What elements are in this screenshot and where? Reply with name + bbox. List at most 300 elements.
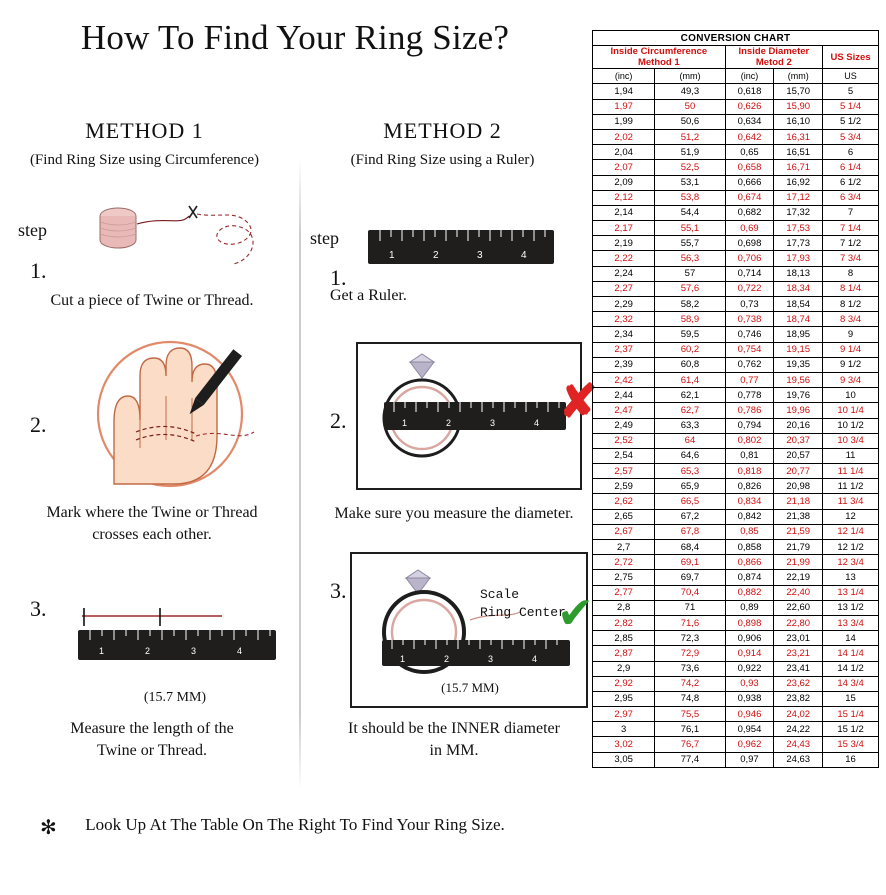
- cell-d_in: 0,618: [725, 84, 774, 99]
- scale-label-line2: Ring Center: [480, 604, 566, 620]
- cell-us: 10 1/2: [823, 418, 879, 433]
- cell-d_mm: 21,79: [774, 540, 823, 555]
- cell-d_in: 0,77: [725, 372, 774, 387]
- cell-d_mm: 23,41: [774, 661, 823, 676]
- cell-c_in: 2,95: [593, 691, 655, 706]
- page-title: How To Find Your Ring Size?: [80, 18, 510, 57]
- cell-c_mm: 76,7: [655, 737, 725, 752]
- table-row: [593, 251, 879, 266]
- cell-d_mm: 22,19: [774, 570, 823, 585]
- cell-us: 12: [823, 509, 879, 524]
- cell-d_in: 0,786: [725, 403, 774, 418]
- table-row: [593, 722, 879, 737]
- cell-d_in: 0,762: [725, 357, 774, 372]
- method-2-step-1-caption: Get a Ruler.: [330, 287, 407, 304]
- cell-us: 6 1/2: [823, 175, 879, 190]
- cell-c_mm: 64,6: [655, 448, 725, 463]
- method-1-step-2-number: 2.: [30, 412, 47, 437]
- cell-d_mm: 16,51: [774, 145, 823, 160]
- cell-c_in: 2,09: [593, 175, 655, 190]
- svg-text:1: 1: [389, 250, 395, 261]
- table-row: [593, 661, 879, 676]
- hand-with-thread-illustration: [62, 336, 277, 491]
- cell-d_in: 0,954: [725, 722, 774, 737]
- cell-d_mm: 16,10: [774, 114, 823, 129]
- svg-text:1: 1: [400, 654, 406, 664]
- cell-c_mm: 72,3: [655, 631, 725, 646]
- cell-c_in: 2,19: [593, 236, 655, 251]
- cell-us: 7: [823, 205, 879, 220]
- cell-c_in: 2,67: [593, 524, 655, 539]
- table-row: [593, 631, 879, 646]
- cell-d_mm: 18,34: [774, 281, 823, 296]
- cell-c_mm: 56,3: [655, 251, 725, 266]
- cell-c_mm: 74,2: [655, 676, 725, 691]
- thread-measured-on-ruler-illustration: [72, 600, 282, 675]
- cell-d_in: 0,89: [725, 600, 774, 615]
- cell-c_in: 2,62: [593, 494, 655, 509]
- cell-c_in: 2,85: [593, 631, 655, 646]
- group-header-diameter-line1: Inside Diameter: [738, 46, 810, 58]
- unit-header-0: (inc): [593, 69, 655, 84]
- cell-c_mm: 51,9: [655, 145, 725, 160]
- cell-c_mm: 62,1: [655, 388, 725, 403]
- cell-c_mm: 63,3: [655, 418, 725, 433]
- cell-d_in: 0,874: [725, 570, 774, 585]
- cell-d_in: 0,666: [725, 175, 774, 190]
- cell-d_in: 0,642: [725, 129, 774, 144]
- cell-d_in: 0,802: [725, 433, 774, 448]
- cell-c_mm: 60,2: [655, 342, 725, 357]
- cell-d_mm: 24,02: [774, 707, 823, 722]
- table-row: [593, 570, 879, 585]
- unit-header-2: (inc): [725, 69, 774, 84]
- cell-d_in: 0,834: [725, 494, 774, 509]
- cell-us: 7 1/4: [823, 221, 879, 236]
- table-row: [593, 509, 879, 524]
- svg-text:4: 4: [532, 654, 538, 664]
- group-header-circumference: [593, 46, 726, 69]
- cell-c_in: 1,99: [593, 114, 655, 129]
- cell-us: 14 1/4: [823, 646, 879, 661]
- cell-c_in: 2,97: [593, 707, 655, 722]
- cell-c_in: 3: [593, 722, 655, 737]
- method-1-step-2-caption-line1: Mark where the Twine or Thread: [46, 504, 258, 521]
- cell-us: 15 1/2: [823, 722, 879, 737]
- table-row: [593, 403, 879, 418]
- table-row: [593, 221, 879, 236]
- cell-c_mm: 60,8: [655, 357, 725, 372]
- cell-d_in: 0,746: [725, 327, 774, 342]
- cell-c_in: 2,02: [593, 129, 655, 144]
- table-row: [593, 540, 879, 555]
- cell-us: 13 1/2: [823, 600, 879, 615]
- cell-d_mm: 21,18: [774, 494, 823, 509]
- cell-c_in: 2,57: [593, 464, 655, 479]
- cell-c_mm: 67,8: [655, 524, 725, 539]
- method-2-step-2-caption: Make sure you measure the diameter.: [334, 505, 574, 522]
- cell-c_mm: 76,1: [655, 722, 725, 737]
- method-2-measurement-label: (15.7 MM): [441, 680, 499, 695]
- method-2-header: [300, 118, 585, 169]
- cell-d_in: 0,85: [725, 524, 774, 539]
- cell-c_mm: 53,8: [655, 190, 725, 205]
- cell-us: 8 1/4: [823, 281, 879, 296]
- cell-d_mm: 15,70: [774, 84, 823, 99]
- svg-text:4: 4: [534, 418, 540, 428]
- cell-us: 12 1/2: [823, 540, 879, 555]
- group-header-circumference-line1: Inside Circumference: [610, 46, 708, 58]
- cell-c_in: 2,24: [593, 266, 655, 281]
- cell-c_mm: 68,4: [655, 540, 725, 555]
- method-1-step-word: step: [18, 220, 47, 240]
- cell-us: 7 3/4: [823, 251, 879, 266]
- cell-d_in: 0,714: [725, 266, 774, 281]
- method-2-heading: METHOD 2: [383, 118, 502, 143]
- cell-us: 13 1/4: [823, 585, 879, 600]
- table-row: [593, 555, 879, 570]
- scale-label-line1: Scale: [480, 587, 520, 602]
- cell-us: 16: [823, 752, 879, 767]
- cell-c_mm: 69,1: [655, 555, 725, 570]
- cell-d_in: 0,674: [725, 190, 774, 205]
- cell-us: 15 1/4: [823, 707, 879, 722]
- cell-d_mm: 19,76: [774, 388, 823, 403]
- cell-us: 10 1/4: [823, 403, 879, 418]
- cell-c_in: 2,77: [593, 585, 655, 600]
- method-2-step-2-photo: [356, 342, 582, 490]
- footnote-star-icon: ✻: [40, 817, 57, 839]
- cell-us: 6: [823, 145, 879, 160]
- table-row: [593, 372, 879, 387]
- cell-us: 5 1/2: [823, 114, 879, 129]
- table-row: [593, 129, 879, 144]
- cell-d_mm: 22,40: [774, 585, 823, 600]
- method-1-step-2-caption-line2: crosses each other.: [92, 525, 212, 543]
- cell-d_in: 0,922: [725, 661, 774, 676]
- correct-badge-icon: ✔: [557, 589, 594, 638]
- cell-c_in: 1,94: [593, 84, 655, 99]
- method-1-header: [2, 118, 287, 169]
- cell-us: 6 1/4: [823, 160, 879, 175]
- cell-d_in: 0,858: [725, 540, 774, 555]
- cell-d_mm: 16,92: [774, 175, 823, 190]
- svg-text:2: 2: [145, 646, 151, 656]
- unit-header-4: US: [823, 69, 879, 84]
- cell-us: 13 3/4: [823, 615, 879, 630]
- cell-d_mm: 23,21: [774, 646, 823, 661]
- cell-c_mm: 55,7: [655, 236, 725, 251]
- cell-us: 12 1/4: [823, 524, 879, 539]
- cell-d_mm: 17,73: [774, 236, 823, 251]
- cell-d_mm: 24,63: [774, 752, 823, 767]
- cell-c_in: 2,29: [593, 297, 655, 312]
- svg-text:2: 2: [444, 654, 450, 664]
- cell-d_mm: 20,77: [774, 464, 823, 479]
- table-row: [593, 312, 879, 327]
- cell-c_mm: 58,9: [655, 312, 725, 327]
- cell-c_mm: 74,8: [655, 691, 725, 706]
- cell-c_in: 2,37: [593, 342, 655, 357]
- table-title-row: [593, 31, 879, 46]
- table-row: [593, 205, 879, 220]
- table-row: [593, 433, 879, 448]
- cell-c_in: 2,87: [593, 646, 655, 661]
- cell-d_in: 0,866: [725, 555, 774, 570]
- cell-c_in: 2,27: [593, 281, 655, 296]
- table-row: [593, 266, 879, 281]
- method-2-step-3-caption: [318, 718, 590, 761]
- cell-us: 9 3/4: [823, 372, 879, 387]
- cell-us: 12 3/4: [823, 555, 879, 570]
- cell-c_in: 2,52: [593, 433, 655, 448]
- cell-d_mm: 20,98: [774, 479, 823, 494]
- cell-d_mm: 17,93: [774, 251, 823, 266]
- ring-outer-diameter-diagram: [358, 344, 576, 484]
- table-row: [593, 342, 879, 357]
- cell-d_in: 0,898: [725, 615, 774, 630]
- cell-c_mm: 65,9: [655, 479, 725, 494]
- cell-d_mm: 17,53: [774, 221, 823, 236]
- cell-c_mm: 69,7: [655, 570, 725, 585]
- cell-d_in: 0,938: [725, 691, 774, 706]
- method-2-step-1-number: 1.: [330, 265, 347, 290]
- diamond-icon: [410, 354, 434, 378]
- method-2-step-3-number: 3.: [330, 578, 347, 603]
- conversion-chart-title: CONVERSION CHART: [593, 31, 879, 46]
- cell-c_mm: 53,1: [655, 175, 725, 190]
- cell-us: 7 1/2: [823, 236, 879, 251]
- method-2-step-3-caption-line2: in MM.: [429, 741, 479, 759]
- cell-us: 8 3/4: [823, 312, 879, 327]
- cell-c_in: 2,44: [593, 388, 655, 403]
- group-header-diameter: [725, 46, 822, 69]
- cell-d_mm: 24,22: [774, 722, 823, 737]
- table-row: [593, 524, 879, 539]
- table-row: [593, 585, 879, 600]
- cell-us: 5: [823, 84, 879, 99]
- table-row: [593, 281, 879, 296]
- table-row: [593, 84, 879, 99]
- cell-c_mm: 55,1: [655, 221, 725, 236]
- table-row: [593, 236, 879, 251]
- cell-d_in: 0,658: [725, 160, 774, 175]
- cell-us: 15: [823, 691, 879, 706]
- method-2-subheading: (Find Ring Size using a Ruler): [350, 152, 535, 168]
- cell-d_mm: 16,31: [774, 129, 823, 144]
- cell-us: 11 1/2: [823, 479, 879, 494]
- cell-c_mm: 52,5: [655, 160, 725, 175]
- table-row: [593, 691, 879, 706]
- cell-d_in: 0,778: [725, 388, 774, 403]
- cell-d_mm: 19,35: [774, 357, 823, 372]
- cell-us: 14 1/2: [823, 661, 879, 676]
- cell-d_mm: 20,57: [774, 448, 823, 463]
- cell-d_in: 0,906: [725, 631, 774, 646]
- cell-d_mm: 21,99: [774, 555, 823, 570]
- table-row: [593, 114, 879, 129]
- svg-text:3: 3: [490, 418, 496, 428]
- cell-us: 5 3/4: [823, 129, 879, 144]
- cell-d_mm: 24,43: [774, 737, 823, 752]
- table-row: [593, 175, 879, 190]
- cell-c_mm: 54,4: [655, 205, 725, 220]
- scale-ring-center-label: [480, 586, 566, 621]
- cell-c_in: 2,54: [593, 448, 655, 463]
- method-1-step-3-caption-line2: Twine or Thread.: [96, 741, 208, 759]
- table-row: [593, 646, 879, 661]
- method-2-step-3-caption-line1: It should be the INNER diameter: [348, 720, 560, 737]
- cell-c_in: 2,59: [593, 479, 655, 494]
- cell-us: 8 1/2: [823, 297, 879, 312]
- method-1-measurement-label: (15.7 MM): [143, 690, 207, 705]
- cell-d_mm: 19,15: [774, 342, 823, 357]
- ruler-illustration: [368, 228, 558, 270]
- cell-us: 9 1/4: [823, 342, 879, 357]
- cell-c_in: 2,72: [593, 555, 655, 570]
- cell-c_in: 2,65: [593, 509, 655, 524]
- cell-d_in: 0,97: [725, 752, 774, 767]
- cell-d_in: 0,634: [725, 114, 774, 129]
- cell-d_in: 0,73: [725, 297, 774, 312]
- cell-c_mm: 50: [655, 99, 725, 114]
- unit-header-1: (mm): [655, 69, 725, 84]
- cell-c_mm: 49,3: [655, 84, 725, 99]
- method-2-step-word: step: [310, 228, 339, 248]
- cell-c_mm: 72,9: [655, 646, 725, 661]
- cell-c_mm: 61,4: [655, 372, 725, 387]
- conversion-table: [592, 30, 879, 768]
- cell-c_in: 2,92: [593, 676, 655, 691]
- cell-c_in: 2,49: [593, 418, 655, 433]
- cell-d_in: 0,826: [725, 479, 774, 494]
- cell-c_mm: 71,6: [655, 615, 725, 630]
- method-1-step-3-caption: [18, 718, 286, 761]
- cell-c_mm: 65,3: [655, 464, 725, 479]
- cell-c_in: 2,07: [593, 160, 655, 175]
- method-1-step-3-number: 3.: [30, 596, 47, 621]
- cell-c_mm: 73,6: [655, 661, 725, 676]
- cell-d_in: 0,842: [725, 509, 774, 524]
- cell-d_in: 0,946: [725, 707, 774, 722]
- cell-d_in: 0,698: [725, 236, 774, 251]
- cell-d_mm: 23,82: [774, 691, 823, 706]
- table-row: [593, 707, 879, 722]
- cell-d_in: 0,682: [725, 205, 774, 220]
- table-row: [593, 676, 879, 691]
- cell-d_mm: 17,32: [774, 205, 823, 220]
- method-1-step-1-caption: Cut a piece of Twine or Thread.: [50, 292, 254, 309]
- method-1-step-3-caption-line1: Measure the length of the: [70, 720, 234, 737]
- cell-c_in: 2,82: [593, 615, 655, 630]
- cell-c_in: 2,22: [593, 251, 655, 266]
- svg-text:1: 1: [99, 646, 105, 656]
- cell-c_in: 3,05: [593, 752, 655, 767]
- cell-us: 11: [823, 448, 879, 463]
- table-row: [593, 479, 879, 494]
- cell-d_mm: 22,60: [774, 600, 823, 615]
- footnote-text: Look Up At The Table On The Right To Find Your Ring Size.: [85, 815, 505, 834]
- cell-d_in: 0,69: [725, 221, 774, 236]
- table-row: [593, 99, 879, 114]
- cell-c_mm: 71: [655, 600, 725, 615]
- cell-us: 15 3/4: [823, 737, 879, 752]
- table-row: [593, 327, 879, 342]
- cell-us: 6 3/4: [823, 190, 879, 205]
- twine-spool-illustration: [85, 198, 285, 283]
- cell-us: 11 1/4: [823, 464, 879, 479]
- group-header-circumference-line2: Method 1: [637, 57, 680, 69]
- svg-text:3: 3: [488, 654, 494, 664]
- cell-d_in: 0,81: [725, 448, 774, 463]
- cell-us: 14: [823, 631, 879, 646]
- cell-d_in: 0,65: [725, 145, 774, 160]
- cell-d_mm: 23,62: [774, 676, 823, 691]
- table-row: [593, 464, 879, 479]
- cell-d_mm: 19,56: [774, 372, 823, 387]
- cell-d_in: 0,818: [725, 464, 774, 479]
- cell-c_in: 2,42: [593, 372, 655, 387]
- method-1-step-1-number: 1.: [30, 258, 47, 283]
- cell-d_in: 0,962: [725, 737, 774, 752]
- cell-c_mm: 75,5: [655, 707, 725, 722]
- cell-d_mm: 21,59: [774, 524, 823, 539]
- cell-c_mm: 66,5: [655, 494, 725, 509]
- cell-c_in: 2,34: [593, 327, 655, 342]
- svg-text:4: 4: [521, 250, 527, 261]
- table-row: [593, 357, 879, 372]
- cell-c_in: 2,75: [593, 570, 655, 585]
- svg-text:3: 3: [477, 250, 483, 261]
- svg-text:2: 2: [446, 418, 452, 428]
- svg-text:2: 2: [433, 250, 439, 261]
- table-row: [593, 600, 879, 615]
- cell-d_mm: 23,01: [774, 631, 823, 646]
- cell-d_in: 0,93: [725, 676, 774, 691]
- cell-c_mm: 50,6: [655, 114, 725, 129]
- cell-d_in: 0,914: [725, 646, 774, 661]
- table-row: [593, 160, 879, 175]
- cell-c_in: 2,04: [593, 145, 655, 160]
- cell-c_in: 2,32: [593, 312, 655, 327]
- cell-us: 11 3/4: [823, 494, 879, 509]
- cell-us: 8: [823, 266, 879, 281]
- table-row: [593, 145, 879, 160]
- group-header-diameter-line2: Metod 2: [755, 57, 792, 69]
- cell-c_mm: 57: [655, 266, 725, 281]
- cell-d_mm: 18,74: [774, 312, 823, 327]
- cell-us: 9 1/2: [823, 357, 879, 372]
- cell-us: 13: [823, 570, 879, 585]
- svg-text:4: 4: [237, 646, 243, 656]
- cell-d_in: 0,706: [725, 251, 774, 266]
- cell-d_mm: 22,80: [774, 615, 823, 630]
- conversion-table-body: [593, 84, 879, 767]
- cell-d_mm: 18,54: [774, 297, 823, 312]
- table-row: [593, 418, 879, 433]
- cell-us: 9: [823, 327, 879, 342]
- cell-c_in: 2,8: [593, 600, 655, 615]
- cell-d_in: 0,754: [725, 342, 774, 357]
- table-row: [593, 752, 879, 767]
- cell-d_mm: 20,16: [774, 418, 823, 433]
- cell-c_mm: 59,5: [655, 327, 725, 342]
- unit-header-3: (mm): [774, 69, 823, 84]
- cell-c_in: 2,39: [593, 357, 655, 372]
- cell-c_in: 2,14: [593, 205, 655, 220]
- cell-c_mm: 62,7: [655, 403, 725, 418]
- cell-c_in: 2,47: [593, 403, 655, 418]
